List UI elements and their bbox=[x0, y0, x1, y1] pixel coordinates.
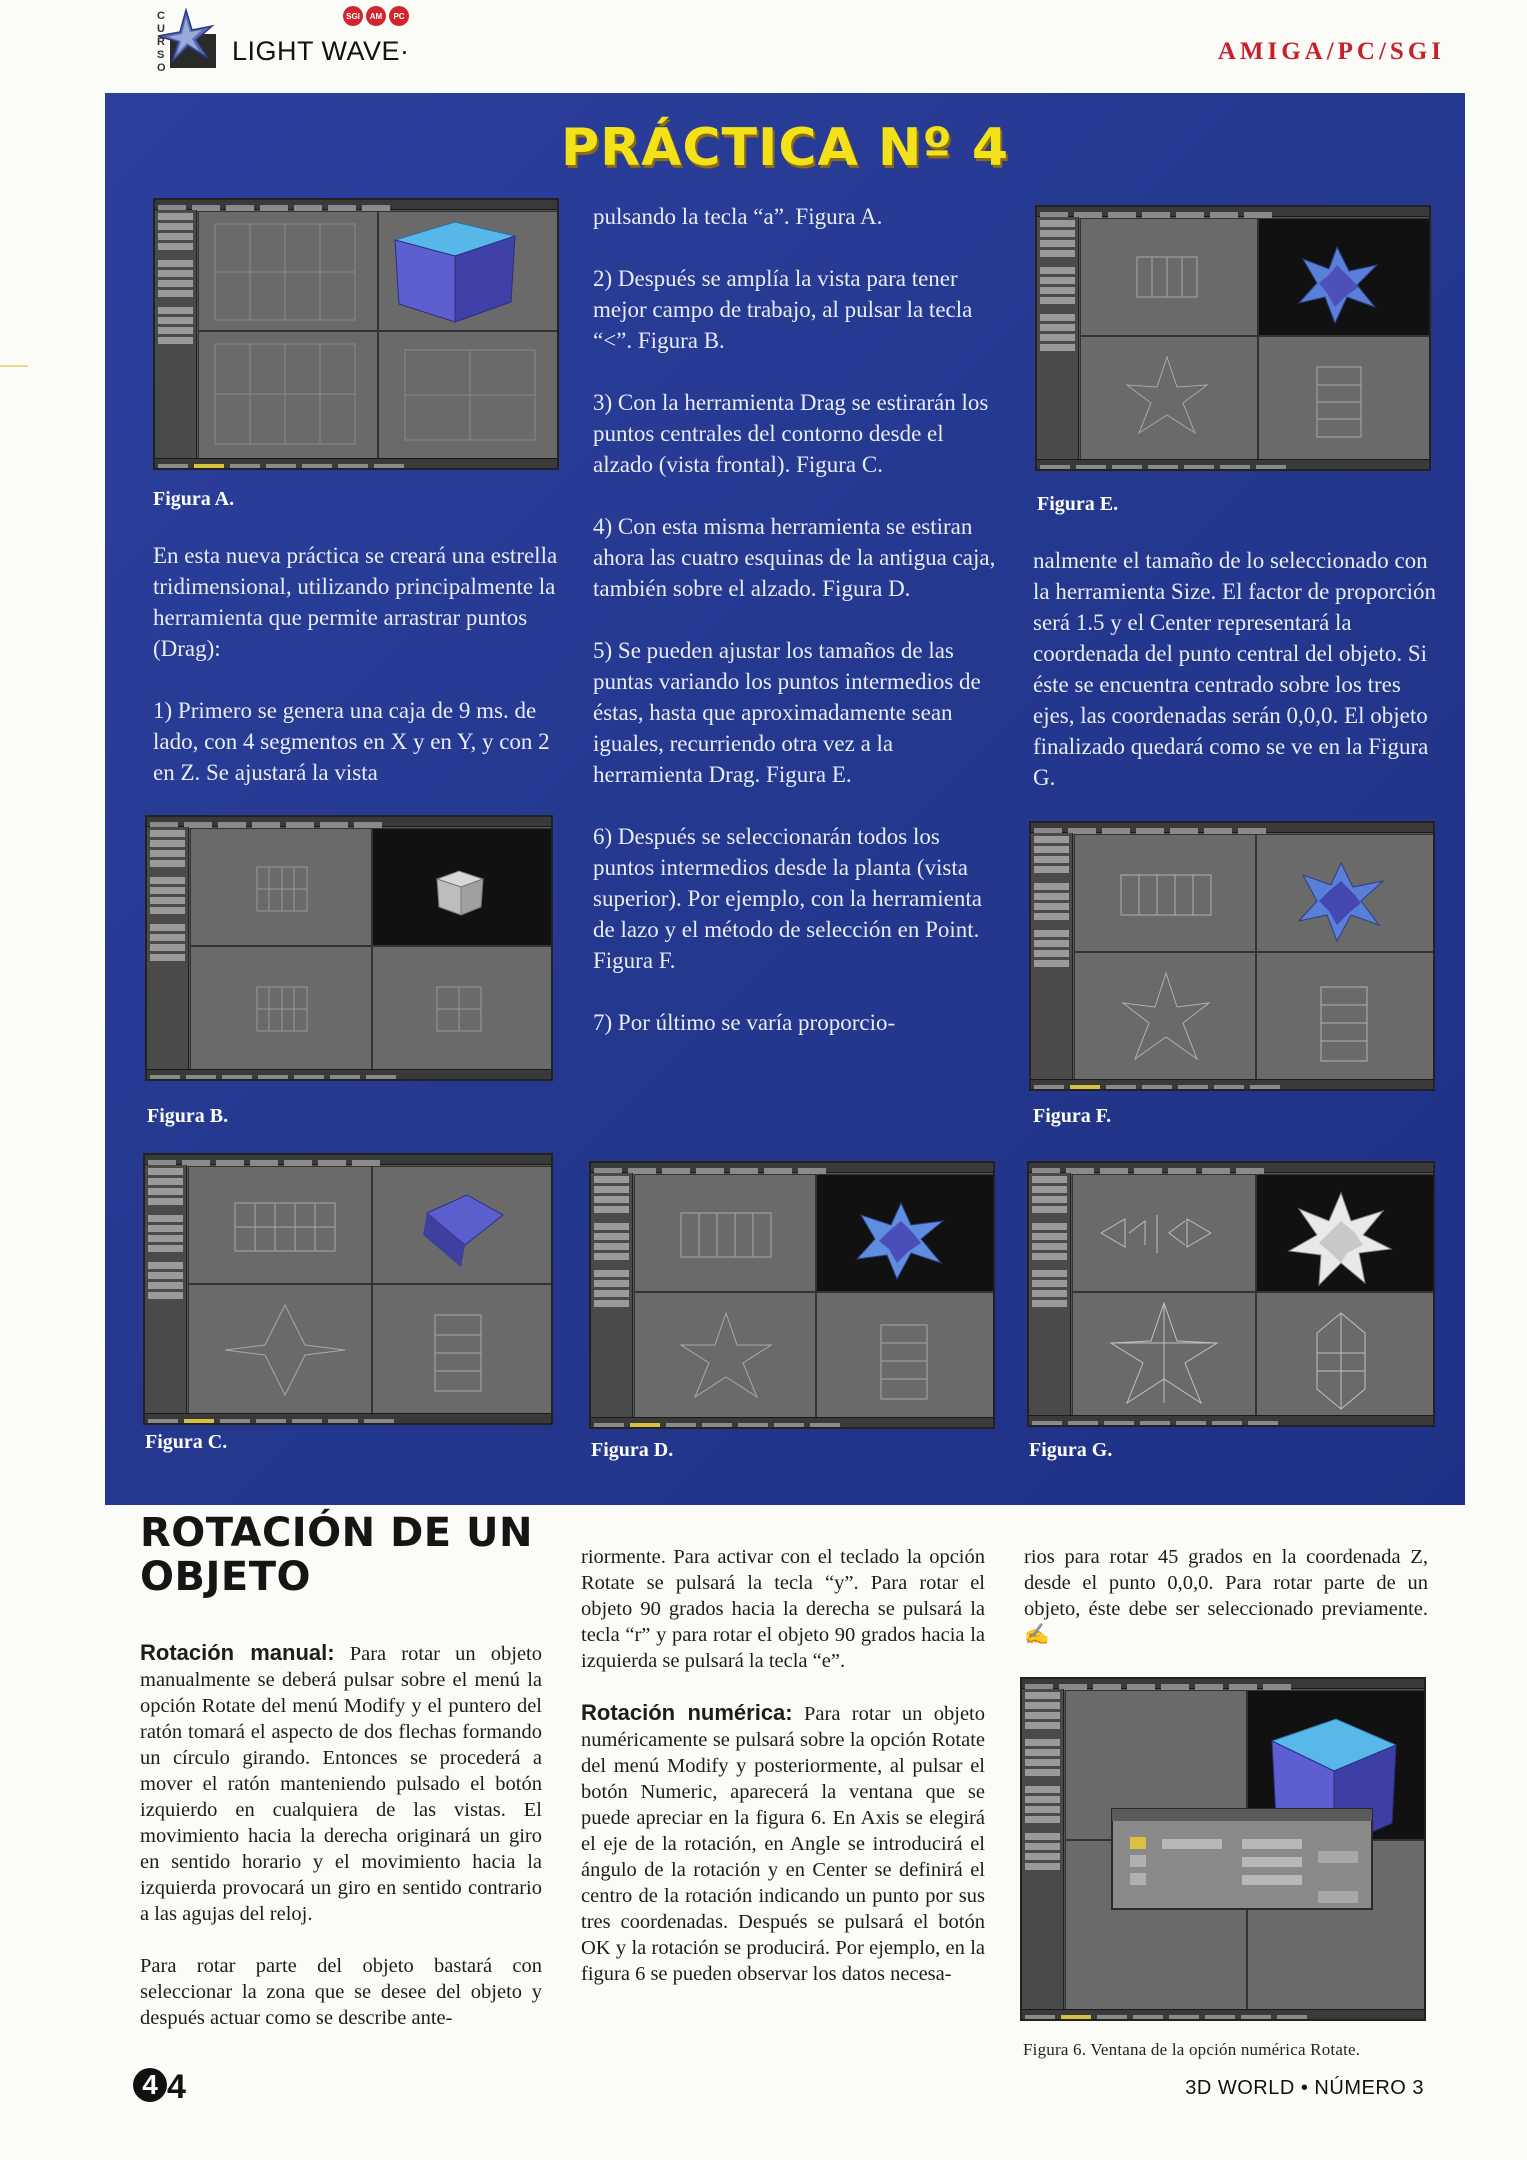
magazine-issue: 3D WORLD • NÚMERO 3 bbox=[1185, 2077, 1424, 2099]
figure-6-caption: Figura 6. Ventana de la opción numérica Rotate. bbox=[1023, 2040, 1361, 2059]
figure-g-caption: Figura G. bbox=[1029, 1439, 1113, 1461]
page-number bbox=[133, 2068, 186, 2107]
curso-vertical-label: C U R S O bbox=[157, 10, 166, 74]
page-number-circle: 4 bbox=[133, 2068, 167, 2102]
figure-6-screenshot bbox=[1020, 1677, 1426, 2021]
step-1-continued: pulsando la tecla “a”. Figura A. bbox=[593, 204, 883, 229]
figure-e-screenshot bbox=[1035, 205, 1431, 471]
step-3-text: 3) Con la herramienta Drag se estirarán los puntos centrales del contorno desde el alzado (vista frontal). Figura C. bbox=[593, 390, 989, 477]
figure-e-caption: Figura E. bbox=[1037, 493, 1119, 515]
figure-c-screenshot bbox=[143, 1153, 553, 1425]
article-column-3 bbox=[1024, 1544, 1428, 1648]
article-title-line-2: OBJETO bbox=[140, 1554, 311, 1600]
step-7-continued-column bbox=[1033, 545, 1437, 793]
manual-rotation-text: Para rotar un objeto manualmente se deberá pulsar sobre el menú la opción Rotate del menú Modify y el puntero del ratón tomará el aspecto de dos flechas formando un círculo girando. Entonces se procederá a mover el ratón manteniendo pulsado el botón izquierdo en cualquiera de las vistas. El movimiento hacia la derecha originará un giro en sentido horario y el movimiento hacia la izquierda provocará un giro en sentido contrario a las agujas del reloj. bbox=[140, 1643, 543, 1925]
figure-a-caption: Figura A. bbox=[153, 488, 235, 510]
section-title: LIGHT WAVE· bbox=[232, 36, 410, 66]
step-6-text: 6) Después se seleccionarán todos los puntos intermedios desde la planta (vista superior). Por ejemplo, con la herramienta de lazo y el método de selección en Point. Figura F. bbox=[593, 824, 982, 973]
step-7-text: 7) Por último se varía proporcio- bbox=[593, 1010, 896, 1035]
rotation-example-text: rios para rotar 45 grados en la coordenada Z, desde el punto 0,0,0. Para rotar parte de un objeto, éste debe ser seleccionado previamente. ✍ bbox=[1024, 1546, 1428, 1646]
figure-c-caption: Figura C. bbox=[145, 1431, 228, 1453]
step-7-continued: nalmente el tamaño de lo seleccionado con la herramienta Size. El factor de proporción será 1.5 y el Center representará la coordenada del punto central del objeto. Si éste se encuentra centrado sobre los tres ejes, las coordenadas serán 0,0,0. El objeto finalizado quedará como se ve en la Figura G. bbox=[1033, 548, 1436, 790]
partial-rotation-text: Para rotar parte del objeto bastará con seleccionar la zona que se desee del objeto y después actuar como se describe ante- bbox=[140, 1955, 542, 2029]
figure-a-screenshot bbox=[153, 198, 559, 470]
step-5-text: 5) Se pueden ajustar los tamaños de las puntas variando los puntos intermedios de éstas, hasta que aproximadamente sean iguales, recurriendo otra vez a la herramienta Drag. Figura E. bbox=[593, 638, 981, 787]
page-number-digit: 4 bbox=[167, 2068, 186, 2106]
article-column-1 bbox=[140, 1640, 542, 2031]
platform-badges bbox=[343, 6, 409, 26]
numeric-rotation-text: Para rotar un objeto numéricamente se pulsará sobre la opción Rotate del menú Modify y posteriormente, al pulsar el botón Numeric, aparecerá la ventana que se puede apreciar en la figura 6. En Axis se elegirá el eje de la rotación, en Angle se introducirá el ángulo de la rotación y en Center se definirá el centro de la rotación indicando un punto por sus tres coordenadas. Después se pulsará el botón OK y la rotación se producirá. Por ejemplo, en la figura 6 se pueden observar los datos necesa- bbox=[581, 1703, 985, 1985]
figure-d-caption: Figura D. bbox=[591, 1439, 674, 1461]
numeric-rotation-lead: Rotación numérica: bbox=[581, 1700, 793, 1725]
steps-column bbox=[593, 201, 997, 1038]
margin-mark bbox=[0, 365, 28, 367]
figure-b-caption: Figura B. bbox=[147, 1105, 229, 1127]
badge-sgi: SGI bbox=[343, 6, 363, 26]
figure-d-screenshot bbox=[589, 1161, 995, 1429]
platforms-label: AMIGA/PC/SGI bbox=[1217, 38, 1445, 65]
step-4-text: 4) Con esta misma herramienta se estiran ahora las cuatro esquinas de la antigua caja, también sobre el alzado. Figura D. bbox=[593, 514, 996, 601]
article-title bbox=[140, 1511, 533, 1599]
intro-column bbox=[153, 540, 567, 788]
intro-text: En esta nueva práctica se creará una estrella tridimensional, utilizando principalmente la herramienta que permite arrastrar puntos (Drag): bbox=[153, 543, 558, 661]
keyboard-rotation-text: riormente. Para activar con el teclado la opción Rotate se pulsará la tecla “y”. Para rotar el objeto 90 grados hacia la derecha se pulsará la tecla “r” y para rotar el objeto 90 grados hacia la izquierda se pulsará la tecla “e”. bbox=[581, 1546, 985, 1672]
badge-am: AM bbox=[366, 6, 386, 26]
article-column-2 bbox=[581, 1544, 985, 1987]
manual-rotation-lead: Rotación manual: bbox=[140, 1640, 335, 1665]
article-title-line-1: ROTACIÓN DE UN bbox=[140, 1510, 533, 1556]
figure-f-screenshot bbox=[1029, 821, 1435, 1091]
step-2-text: 2) Después se amplía la vista para tener mejor campo de trabajo, al pulsar la tecla “<”. Figura B. bbox=[593, 266, 973, 353]
figure-g-screenshot bbox=[1027, 1161, 1435, 1427]
practica-title: PRÁCTICA Nº 4 bbox=[560, 118, 1010, 178]
figure-f-caption: Figura F. bbox=[1033, 1105, 1112, 1127]
figure-b-screenshot bbox=[145, 815, 553, 1081]
practica-panel bbox=[105, 93, 1465, 1505]
badge-pc: PC bbox=[389, 6, 409, 26]
step-1-text: 1) Primero se genera una caja de 9 ms. de lado, con 4 segmentos en X y en Y, y con 2 en Z. Se ajustará la vista bbox=[153, 698, 550, 785]
